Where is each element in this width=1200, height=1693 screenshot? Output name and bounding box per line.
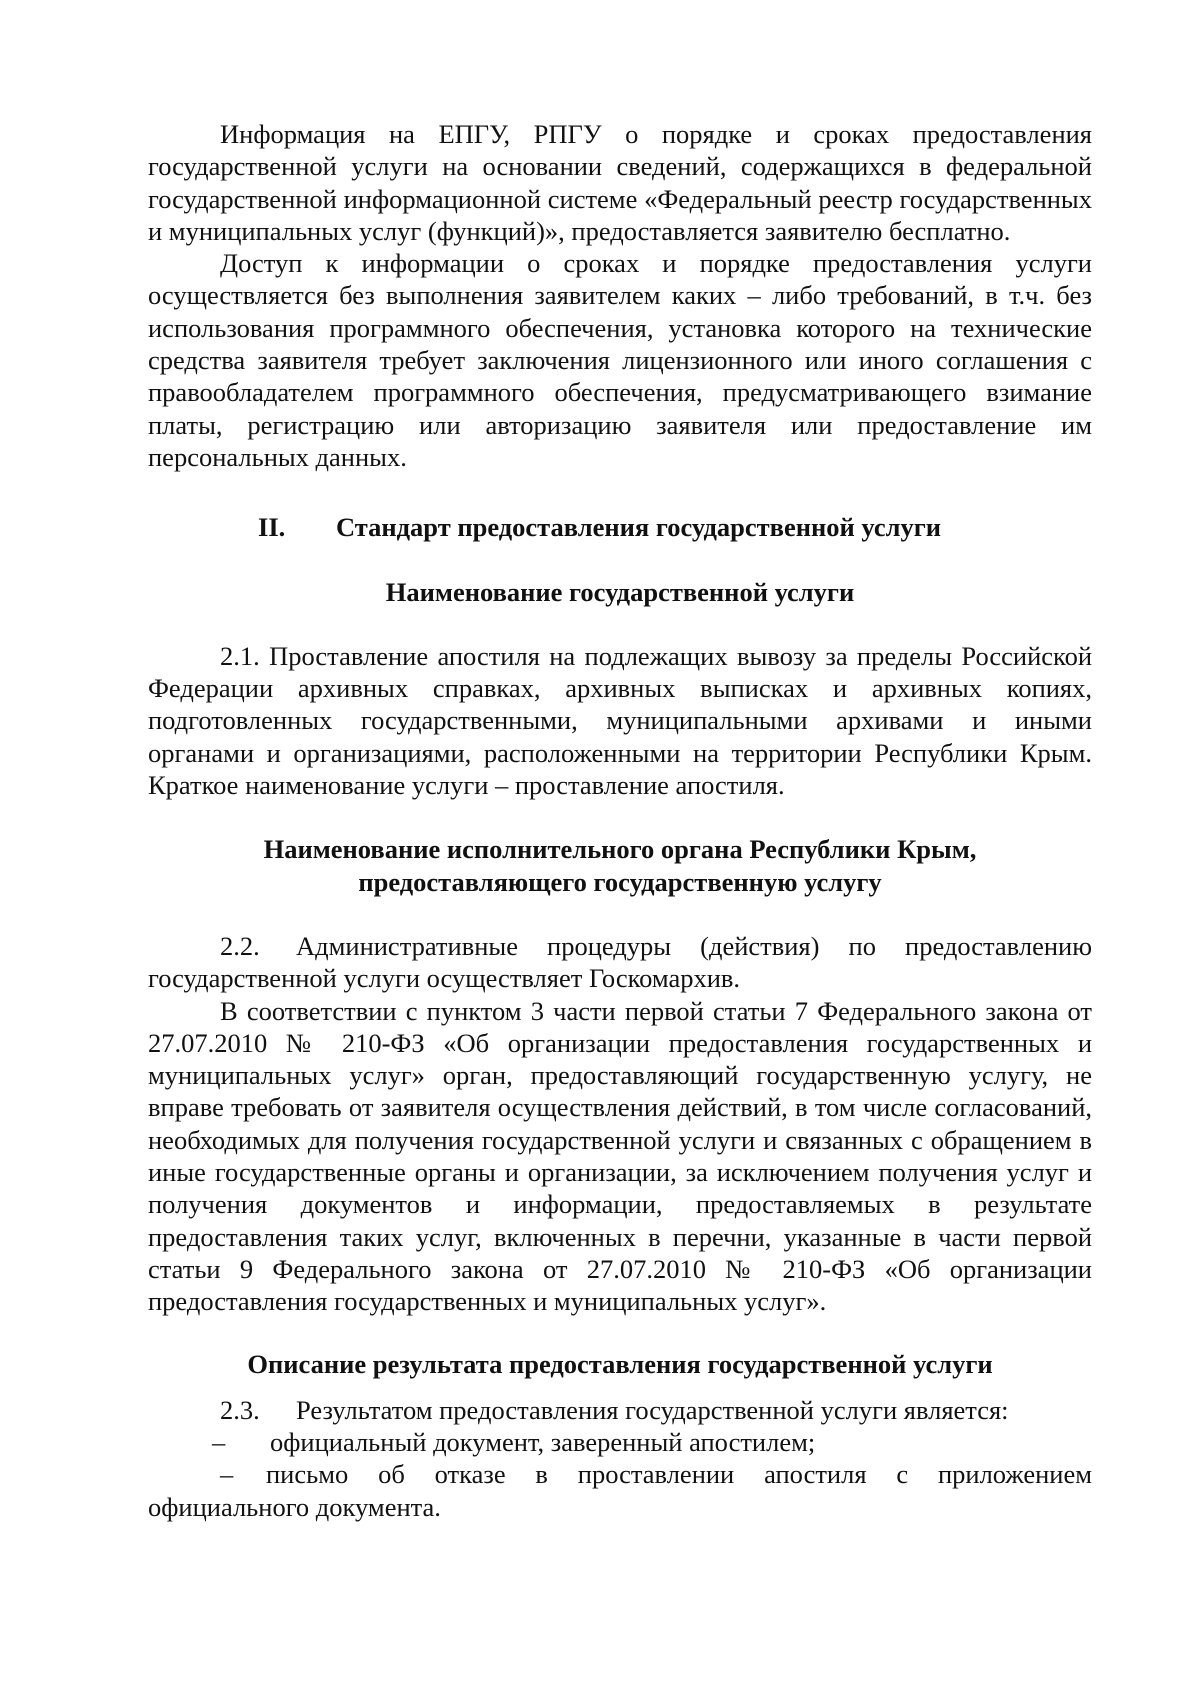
list-item-1	[148, 1426, 1092, 1458]
list-item-2-text: письмо об отказе в проставлении апостиля с приложением официального документа.	[148, 1459, 1092, 1522]
paragraph-2-3-text: Результатом предоставления государственной услуги является:	[296, 1394, 1009, 1425]
heading-service-name: Наименование государственной услуги	[385, 576, 855, 607]
paragraph-intro-2: Доступ к информации о сроках и порядке предоставления услуги осуществляется без выполнения заявителем каких – либо требований, в т.ч. без использования программного обеспечения, установка которого на технические средства заявителя требует заключения лицензионного или иного соглашения с правообладателем программного обеспечения, предусматривающего взимание платы, регистрацию или авторизацию заявителя или предоставление им персональных данных.	[148, 248, 1092, 472]
document-page	[148, 118, 1092, 1523]
paragraph-2-2	[148, 930, 1092, 995]
heading-organ	[148, 833, 1092, 898]
list-item-1-text: официальный документ, заверенный апостилем;	[270, 1427, 816, 1458]
clause-number-2-3: 2.3.	[220, 1394, 260, 1425]
heading-organ-line-1: Наименование исполнительного органа Республики Крым,	[263, 834, 977, 865]
section-title: Стандарт предоставления государственной услуги	[336, 512, 942, 543]
heading-organ-line-2: предоставляющего государственную услугу	[358, 866, 882, 897]
heading-result: Описание результата предоставления государственной услуги	[247, 1348, 993, 1379]
list-dash-1: –	[212, 1427, 226, 1458]
paragraph-2-3	[148, 1394, 1092, 1426]
section-number: II.	[258, 512, 286, 543]
paragraph-2-1: 2.1. Проставление апостиля на подлежащих вывозу за пределы Российской Федерации архивных справках, архивных выписках и архивных копиях, подготовленных государственными, муниципальными архивами и иными органами и организациями, расположенными на территории Республики Крым. Краткое наименование услуги – проставление апостиля.	[148, 640, 1092, 801]
paragraph-2-2-b: В соответствии с пунктом 3 части первой статьи 7 Федерального закона от 27.07.2010 № 210-ФЗ «Об организации предоставления государственных и муниципальных услуг» орган, предоставляющий государственную услугу, не вправе требовать от заявителя осуществления действий, в том числе согласований, необходимых для получения государственной услуги и связанных с обращением в иные государственные органы и организации, за исключением получения услуг и получения документов и информации, предоставляемых в результате предоставления таких услуг, включенных в перечни, указанные в части первой статьи 9 Федерального закона от 27.07.2010 № 210-ФЗ «Об организации предоставления государственных и муниципальных услуг».	[148, 995, 1092, 1317]
list-item-2	[148, 1458, 1092, 1523]
list-dash-2: –	[220, 1459, 234, 1490]
paragraph-intro-1: Информация на ЕПГУ, РПГУ о порядке и сроках предоставления государственной услуги на основании сведений, содержащихся в федеральной государственной информационной системе «Федеральный реестр государственных и муниципальных услуг (функций)», предоставляется заявителю бесплатно.	[148, 119, 1092, 246]
section-heading	[148, 511, 1092, 543]
clause-number-2-2: 2.2.	[220, 930, 260, 961]
paragraph-2-2-text: Административные процедуры (действия) по предоставлению государственной услуги осуществляет Госкомархив.	[148, 930, 1092, 994]
